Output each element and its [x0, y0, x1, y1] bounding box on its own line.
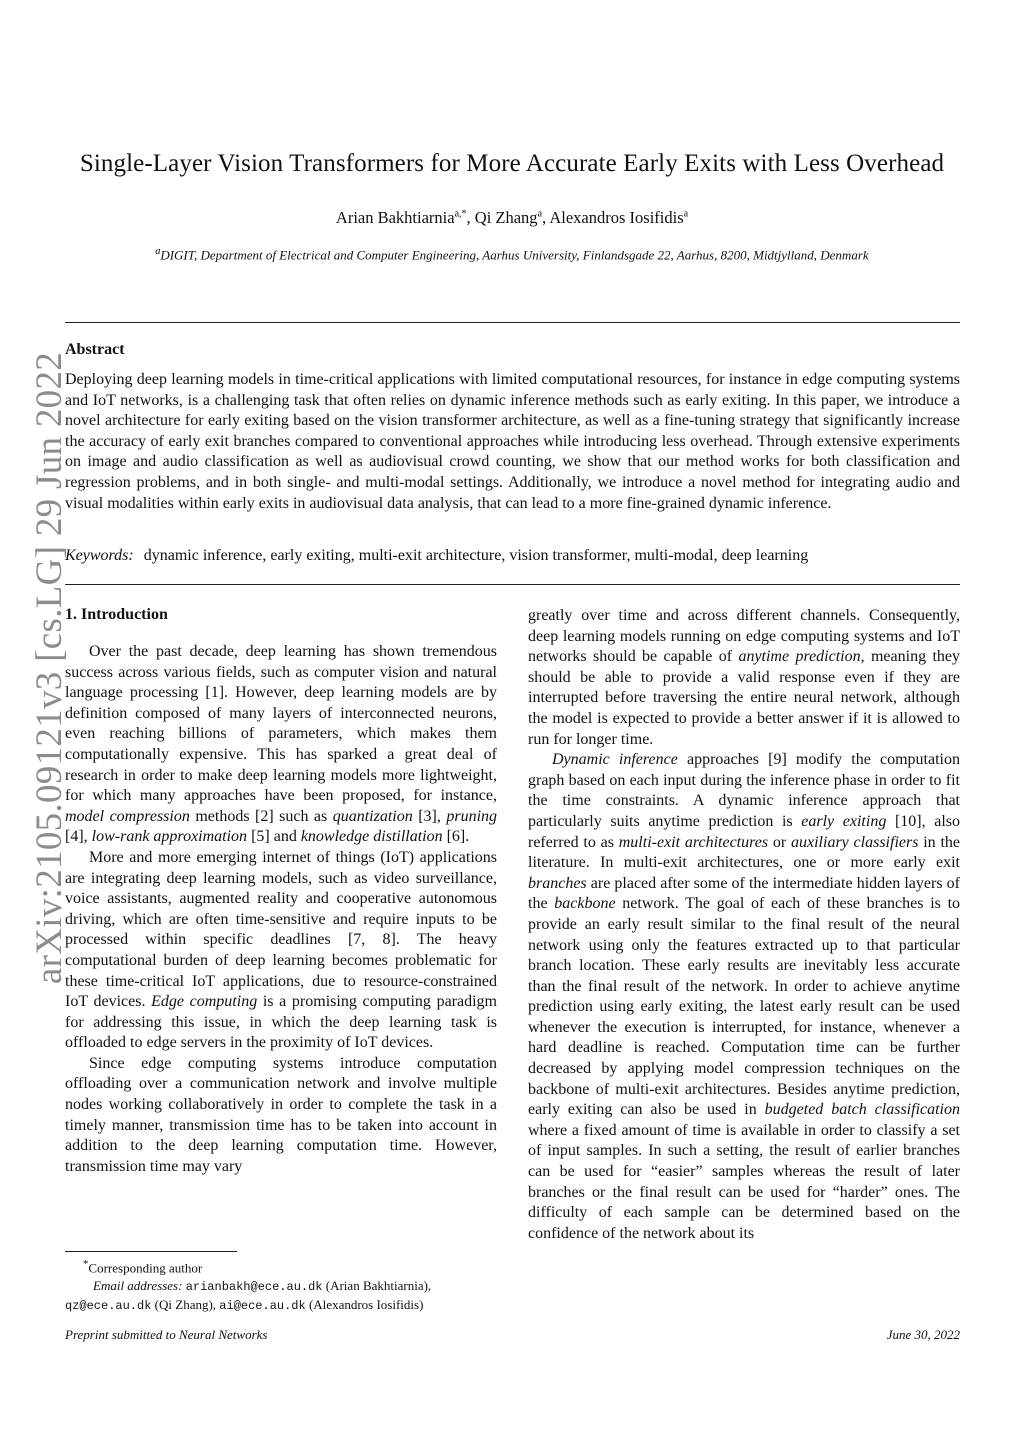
email-link[interactable]: ai@ece.au.dk [219, 1299, 306, 1314]
keywords-label: Keywords: [65, 547, 134, 564]
paragraph: Over the past decade, deep learning has shown tremendous success across various fields, such as computer vision and natural language processing [1]. However, deep learning models are by definition composed of many layers of interconnected neurons, even reaching billions of parameters, which makes them computationally expensive. This has sparked a great deal of research in order to make deep learning models more lightweight, for which many approaches have been proposed, for instance, model compression methods [2] such as quantization [3], pruning [4], low-rank approximation [5] and knowledge distillation [6]. [65, 643, 498, 846]
footnote-rule [65, 1251, 237, 1252]
abstract-heading: Abstract [65, 341, 125, 358]
author-list: Arian Bakhtiarnia$^{a,*}$, Qi Zhang$^a$, Alexandros Iosifidis$^a$ [335, 208, 689, 227]
affiliation-mark: a [155, 246, 161, 257]
affiliation [40, 246, 984, 263]
email-link[interactable]: arianbakh@ece.au.dk [185, 1279, 323, 1294]
top-rule [65, 322, 960, 323]
abstract-bottom-rule [65, 584, 960, 585]
left-column [65, 642, 497, 1177]
abstract-body: Deploying deep learning models in time-critical applications with limited computational resources, for instance in edge computing systems and IoT networks, is a challenging task that often relies on dynamic inference methods such as early exiting. In this paper, we introduce a novel architecture for early exiting based on the vision transformer architecture, as well as a fine-tuning strategy that significantly increase the accuracy of early exit branches compared to conventional approaches while introducing less overhead. Through extensive experiments on image and audio classification as well as audiovisual crowd counting, we show that our method works for both classification and regression problems, and in both single- and multi-modal settings. Additionally, we introduce a novel method for integrating audio and visual modalities within early exits in audiovisual data analysis, that can lead to a more fine-grained dynamic inference. [65, 371, 960, 512]
paragraph: More and more emerging internet of things (IoT) applications are integrating deep learning models, such as video surveillance, voice assistants, augmented reality and cooperative autonomous driving, which are often time-sensitive and require inputs to be processed within specific deadlines [7, 8]. The heavy computational burden of deep learning becomes problematic for these time-critical IoT applications, due to resource-constrained IoT devices. Edge computing is a promising computing paradigm for addressing this issue, in which the deep learning task is offloaded to edge servers in the proximity of IoT devices. [65, 848, 497, 1052]
right-column [528, 606, 960, 1244]
footnote-emails: Email addresses: arianbakh@ece.au.dk (Arian Bakhtiarnia), [93, 1277, 432, 1294]
author-mark: a,* [454, 208, 467, 220]
section-heading: 1. Introduction [65, 606, 168, 623]
author-name: Arian Bakhtiarnia [335, 208, 455, 227]
paragraph: greatly over time and across different channels. Consequently, deep learning models running on edge computing systems and IoT networks should be capable of anytime prediction, meaning they should be able to provide a valid response even if they are interrupted before traversing the entire neural network, although the model is expected to provide a better answer if it is allowed to run for longer time. [528, 607, 960, 748]
footer-left: Preprint submitted to Neural Networks [65, 1327, 268, 1342]
keywords [65, 547, 960, 565]
footnote-corresponding: *Corresponding author [83, 1258, 203, 1276]
arxiv-side-stamp: arXiv:2105.09121v3 [cs.LG] 29 Jun 2022 [29, 351, 70, 985]
paragraph: Since edge computing systems introduce computation offloading over a communication network and involve multiple nodes working collaboratively in order to complete the task in a timely manner, transmission time has to be taken into account in addition to the deep learning computation time. However, transmission time may vary [65, 1054, 497, 1175]
footnote [65, 1256, 505, 1316]
footnote-emails-cont: qz@ece.au.dk (Qi Zhang), ai@ece.au.dk (Alexandros Iosifidis) [65, 1297, 424, 1314]
author-mark: a [537, 208, 543, 220]
author-name: Qi Zhang [474, 208, 538, 227]
footer-date: June 30, 2022 [886, 1327, 960, 1342]
keywords-text: dynamic inference, early exiting, multi-exit architecture, vision transformer, multi-modal, deep learning [143, 547, 809, 564]
author-mark: a [683, 208, 689, 220]
affiliation-text: DIGIT, Department of Electrical and Computer Engineering, Aarhus University, Finlandsgade 22, Aarhus, 8200, Midtjylland, Denmark [160, 247, 869, 263]
author-name: Alexandros Iosifidis [549, 208, 684, 227]
email-link[interactable]: qz@ece.au.dk [65, 1299, 152, 1314]
paragraph: Dynamic inference approaches [9] modify the computation graph based on each input during the inference phase in order to fit the time constraints. A dynamic inference approach that particularly suits anytime prediction is early exiting [10], also referred to as multi-exit architectures or auxiliary classifiers in the literature. In multi-exit architectures, one or more early exit branches are placed after some of the intermediate hidden layers of the backbone network. The goal of each of these branches is to provide an early result similar to the final result of the neural network using only the features extracted up to that particular branch location. These early results are inevitably less accurate than the final result of the network. In order to achieve anytime prediction using early exiting, the latest early result can be used whenever the execution is interrupted, for instance, whenever a hard deadline is reached. Computation time can be further decreased by applying model compression techniques on the backbone of multi-exit architectures. Besides anytime prediction, early exiting can also be used in budgeted batch classification where a fixed amount of time is available in order to classify a set of input samples. In such a setting, the result of earlier branches can be used for “easier” samples whereas the result of later branches or the final result can be used for “harder” ones. The difficulty of each sample can be determined based on the confidence of the network about its [528, 751, 961, 1242]
paper-title: Single-Layer Vision Transformers for More Accurate Early Exits with Less Overhead [79, 150, 945, 177]
